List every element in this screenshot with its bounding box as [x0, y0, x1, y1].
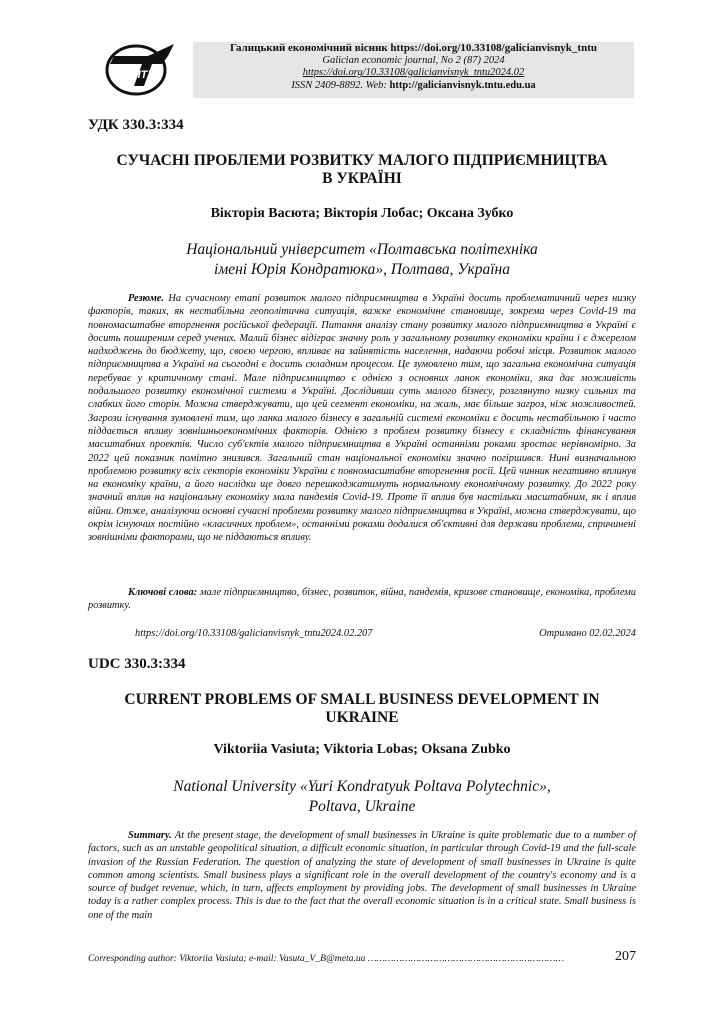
summary-en [88, 829, 636, 922]
authors-en: Viktoriia Vasiuta; Viktoria Lobas; Oksana Zubko [213, 742, 511, 757]
summary-label: Summary. [128, 830, 172, 841]
page-number: 207 [615, 949, 636, 964]
keywords-ua [88, 586, 636, 613]
issn-line [193, 80, 634, 93]
journal-issue: Galician economic journal, No 2 (87) 2024 [322, 54, 505, 66]
udc-ua: УДК 330.3:334 [88, 117, 184, 133]
keywords-label: Ключові слова: [128, 587, 198, 598]
issue-doi-link[interactable]: https://doi.org/10.33108/galicianvisnyk_tntu2024.02 [302, 67, 525, 79]
journal-website-link[interactable]: http://galicianvisnyk.tntu.edu.ua [389, 79, 536, 91]
title-en [88, 691, 636, 727]
title-ua [88, 152, 636, 188]
title-en-line2: UKRAINE [325, 709, 399, 726]
page-footer [88, 949, 636, 964]
affiliation-ua-line1: Національний університет «Полтавська політехніка [186, 241, 538, 258]
article-doi[interactable]: https://doi.org/10.33108/galicianvisnyk_tntu2024.02.207 [135, 628, 373, 639]
affiliation-en-line1: National University «Yuri Kondratyuk Poltava Polytechnic», [173, 778, 551, 795]
summary-text: At the present stage, the development of small businesses in Ukraine is quite problematic due to a number of factors, such as an unstable geopolitical situation, a difficult economic situation, in particular through Covid-19 and the full-scale invasion of the Russian Federation. The question of analyzing the state of development of small businesses in Ukraine is quite common among scientists. Small business plays a significant role in the overall development of the country's economy and is a source of budget revenue, which, in turn, affects employment by providing jobs. The development of small businesses in Ukraine today is a rather complex process. This is due to the fact that the overall economic situation is in a critical state. Small business is one of the main [88, 830, 636, 921]
doi-row [135, 628, 636, 639]
authors-ua: Вікторія Васюта; Вікторія Лобас; Оксана Зубко [210, 206, 514, 221]
tntu-logo [104, 40, 174, 96]
journal-title: Галицький економічний вісник https://doi.org/10.33108/galicianvisnyk_tntu [229, 42, 597, 54]
affiliation-en-line2: Poltava, Ukraine [308, 798, 416, 815]
title-en-line1: CURRENT PROBLEMS OF SMALL BUSINESS DEVELOPMENT IN [124, 691, 600, 708]
title-ua-line1: СУЧАСНІ ПРОБЛЕМИ РОЗВИТКУ МАЛОГО ПІДПРИЄМНИЦТВА [116, 152, 608, 169]
abstract-ua [88, 292, 636, 545]
logo-text: ТНТУ [126, 69, 155, 81]
corresponding-author: Corresponding author: Viktoriia Vasiuta; e-mail: Vasuta_V_B@meta.ua …………………………………………………………… [88, 953, 565, 964]
udc-en: UDC 330.3:334 [88, 656, 186, 672]
journal-header [193, 42, 634, 98]
affiliation-en [88, 777, 636, 817]
title-ua-line2: В УКРАЇНІ [322, 170, 402, 187]
received-date: Отримано 02.02.2024 [539, 628, 636, 639]
affiliation-ua [88, 240, 636, 280]
abstract-text: На сучасному етапі розвиток малого підприємництва в Україні досить проблематичний через низку факторів, таких, як нестабільна геополітична ситуація, важке економічне становище, зокрема через Covid-19 та повномасштабне вторгнення російської федерації. Питання аналізу стану розвитку малого підприємництва в Україні є досить поширеним серед учених. Малий бізнес відіграє значну роль у загальному розвитку економіки країни і є джерелом надходжень до бюджету, що, своєю чергою, впливає на зайнятість населення, надаючи робочі місця. Розвиток малого підприємництва в Україні на сьогодні є досить складним процесом. Це зумовлено тим, що загальна економічна ситуація перебуває у критичному стані. Мале підприємництво є однією з основних ланок економіки, яка дає можливість подальшого розвитку економічної системи в Україні. Дослідивши суть малого бізнесу, розглянуто низку сильних та слабких його сторін. Можна стверджувати, що цей сегмент економіки, на жаль, має більше загроз, ніж можливостей. Загрози існування зумовлені тим, що ланка малого бізнесу в загальній системі економіки є досить нестабільною і часто піддається впливу зовнішньоекономічних факторів. Однією з проблем розвитку бізнесу є складність фінансування масштабних проектів. Число суб'єктів малого підприємництва в Україні останніми роками зростає нерівномірно. За 2022 цей показник помітно знизився. Загальний стан національної економіки значно погіршився. Нині визначальною проблемою розвитку всіх секторів економіки України є повномасштабне вторгнення росії. Цей чинник негативно вплинув на економіку країни, а його наслідки ще довго перешкоджатимуть нормальному економічному розвитку. До 2022 року значний вплив на національну економіку мала пандемія Covid-19. Проте її вплив був настільки масштабним, як і вплив війни. Отже, аналізуючи основні сучасні проблеми розвитку малого підприємництва в Україні, можна стверджувати, що окрім існуючих постійно «класичних проблем», останніми роками додалися об'єктивні для держави проблеми, спричинені зовнішніми факторами, що не піддаються впливу. [88, 293, 636, 544]
keywords-text: мале підприємництво, бізнес, розвиток, війна, пандемія, кризове становище, економіка, проблеми розвитку. [88, 587, 636, 612]
abstract-label: Резюме. [128, 293, 165, 304]
affiliation-ua-line2: імені Юрія Кондратюка», Полтава, Україна [214, 261, 510, 278]
issn-text: ISSN 2409-8892. Web: [291, 79, 390, 91]
